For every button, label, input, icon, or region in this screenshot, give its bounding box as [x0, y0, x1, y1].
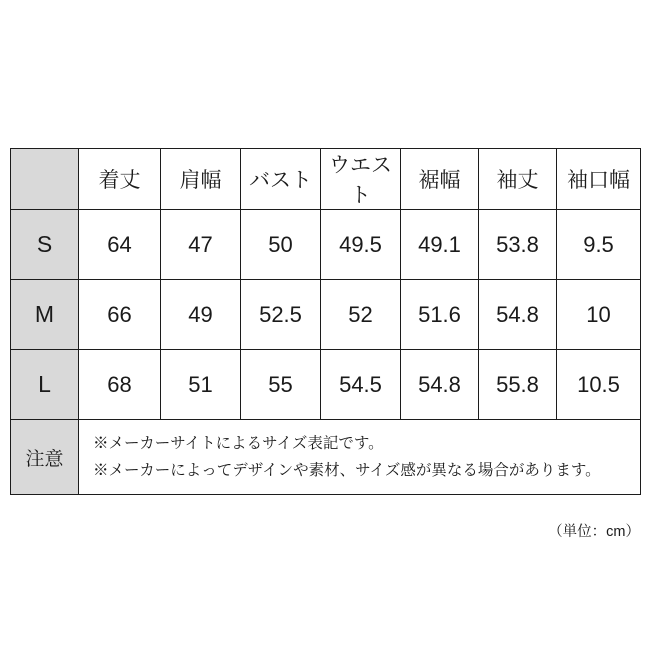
note-body [79, 420, 641, 495]
table-row [11, 280, 641, 350]
table-header-row [11, 149, 641, 210]
table-corner-cell [11, 149, 79, 210]
cell-l-length: 68 [79, 350, 161, 420]
table-row [11, 350, 641, 420]
cell-m-shoulder: 49 [161, 280, 241, 350]
note-line-2: ※メーカーによってデザインや素材、サイズ感が異なる場合があります。 [93, 462, 601, 480]
cell-s-length: 64 [79, 210, 161, 280]
column-header-cuff-width: 袖口幅 [557, 149, 641, 210]
cell-m-cuff-width: 10 [557, 280, 641, 350]
cell-m-bust: 52.5 [241, 280, 321, 350]
cell-l-cuff-width: 10.5 [557, 350, 641, 420]
cell-m-waist: 52 [321, 280, 401, 350]
cell-s-shoulder: 47 [161, 210, 241, 280]
cell-l-bust: 55 [241, 350, 321, 420]
column-header-bust: バスト [241, 149, 321, 210]
size-table [10, 148, 641, 495]
table-row [11, 210, 641, 280]
row-label-l: L [11, 350, 79, 420]
row-label-m: M [11, 280, 79, 350]
note-label: 注意 [11, 420, 79, 495]
cell-l-sleeve-length: 55.8 [479, 350, 557, 420]
cell-m-hem: 51.6 [401, 280, 479, 350]
size-table-container [10, 148, 640, 495]
unit-note: （単位：cm） [548, 524, 640, 540]
row-label-s: S [11, 210, 79, 280]
cell-m-length: 66 [79, 280, 161, 350]
cell-s-bust: 50 [241, 210, 321, 280]
cell-l-shoulder: 51 [161, 350, 241, 420]
cell-s-hem: 49.1 [401, 210, 479, 280]
cell-s-waist: 49.5 [321, 210, 401, 280]
column-header-waist: ウエスト [321, 149, 401, 210]
cell-m-sleeve-length: 54.8 [479, 280, 557, 350]
note-line-1: ※メーカーサイトによるサイズ表記です。 [93, 435, 384, 452]
cell-l-hem: 54.8 [401, 350, 479, 420]
table-note-row [11, 420, 641, 495]
column-header-hem: 裾幅 [401, 149, 479, 210]
column-header-shoulder: 肩幅 [161, 149, 241, 210]
cell-l-waist: 54.5 [321, 350, 401, 420]
column-header-length: 着丈 [79, 149, 161, 210]
cell-s-cuff-width: 9.5 [557, 210, 641, 280]
cell-s-sleeve-length: 53.8 [479, 210, 557, 280]
column-header-sleeve-length: 袖丈 [479, 149, 557, 210]
